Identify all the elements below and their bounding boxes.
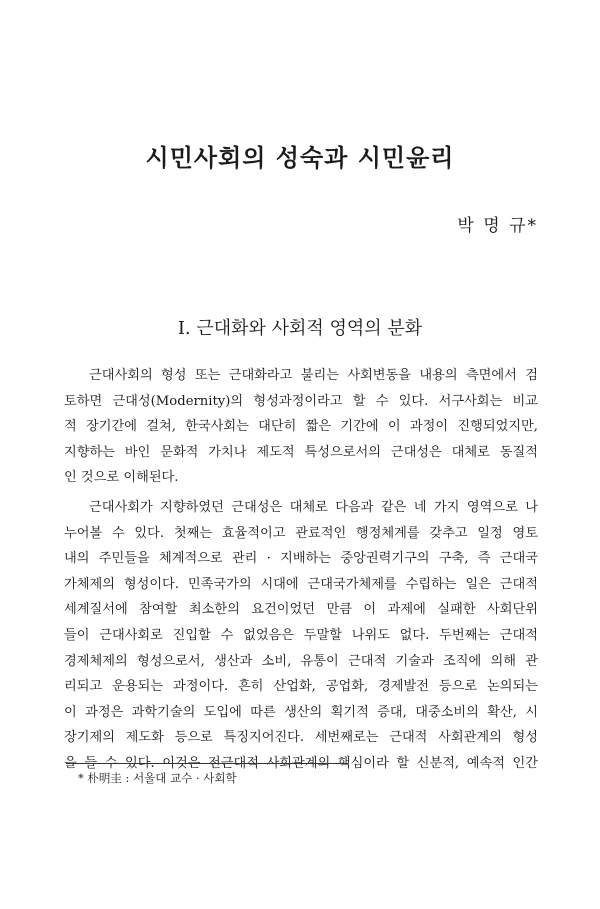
footnote: * 朴明圭 : 서울대 교수 · 사회학 <box>78 771 237 785</box>
page-title: 시민사회의 성숙과 시민윤리 <box>145 143 455 172</box>
paragraph-line: 토하면 근대성(Modernity)의 형성과정이라고 할 수 있다. 서구사회는 비교 <box>64 393 538 409</box>
paragraph-line: 적 장기간에 걸쳐, 한국사회는 대단히 짧은 기간에 이 과정이 진행되었지만, <box>64 419 538 435</box>
paragraph-line: 리되고 운용되는 과정이다. 흔히 산업화, 공업화, 경제발전 등으로 논의되는 <box>64 679 538 695</box>
paragraph-line: 내의 주민들을 체계적으로 관리 · 지배하는 중앙권력기구의 구축, 즉 근대국 <box>64 551 538 567</box>
paragraph-line: 가체제의 형성이다. 민족국가의 시대에 근대국가체제를 수립하는 일은 근대적 <box>64 576 538 592</box>
paragraph-line: 세계질서에 참여할 최소한의 요건이었던 만큼 이 과제에 실패한 사회단위 <box>64 602 538 618</box>
paragraph-line: 경제체제의 형성으로서, 생산과 소비, 유통이 근대적 기술과 조직에 의해 관 <box>64 653 538 669</box>
paragraph-line: 이 과정은 과학기술의 도입에 따른 생산의 획기적 증대, 대중소비의 확산, 시 <box>64 704 538 720</box>
paragraph-line: 근대사회의 형성 또는 근대화라고 불리는 사회변동을 내용의 측면에서 검 <box>89 368 538 383</box>
section-heading: Ⅰ. 근대화와 사회적 영역의 분화 <box>177 318 423 339</box>
body-text <box>64 363 538 777</box>
paragraph-line: 근대사회가 지향하였던 근대성은 대체로 다음과 같은 네 가지 영역으로 나 <box>89 499 538 515</box>
paragraph-line: 인 것으로 이해된다. <box>64 470 179 486</box>
paragraph-line: 누어볼 수 있다. 첫째는 효율적이고 관료적인 행정체계를 갖추고 일정 영토 <box>64 525 538 541</box>
paragraph-line: 들이 근대사회로 진입할 수 없었음은 두말할 나위도 없다. 두번째는 근대적 <box>64 627 538 643</box>
paragraph-line: 지향하는 바인 문화적 가치나 제도적 특성으로서의 근대성은 대체로 동질적 <box>64 444 538 460</box>
paragraph-line: 장기제의 제도화 등으로 특징지어진다. 세번째로는 근대적 사회관계의 형성 <box>64 730 538 746</box>
paragraph-line: 을 들 수 있다. 이것은 전근대적 사회관계의 핵심이라 할 신분적, 예속적 인간 <box>64 755 538 771</box>
footnote-divider <box>66 763 348 764</box>
author-name: 박 명 규* <box>457 216 538 236</box>
